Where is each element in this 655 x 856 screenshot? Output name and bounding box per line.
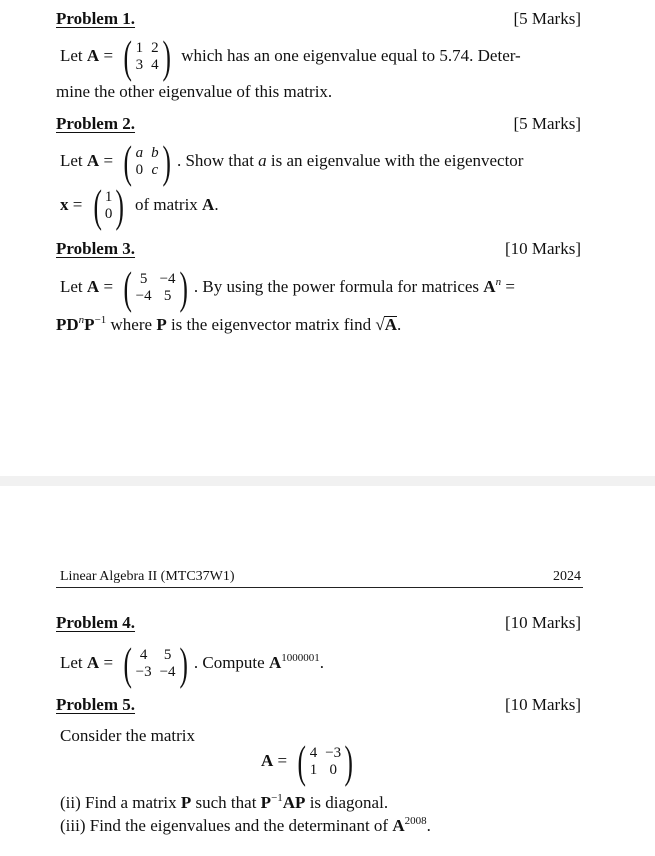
problem-5-intro: Consider the matrix [60, 726, 196, 745]
problem-4-title: Problem 4. [56, 613, 136, 632]
matrix-2: ( a b 0 c ) [123, 136, 171, 187]
problem-4-marks: [10 Marks] [504, 613, 581, 632]
problem-4-statement: Let A = ( 4 5 −3 −4 ) . Compute $A^{1000001}$. [60, 638, 324, 689]
problem-2-vector-line: x = ( 1 0 ) of matrix A. [60, 180, 219, 231]
problem-2-title: Problem 2. [56, 114, 136, 133]
problem-3-continuation: $PD^nP^{-1}$ where P is the eigenvector matrix find √A. [56, 314, 402, 334]
header-year: 2024 [553, 569, 581, 584]
problem-5-part-iii: (iii) Find the eigenvalues and the determinant of $A^{2008}$. [60, 815, 431, 835]
page-separator [0, 476, 655, 486]
page-bottom [0, 486, 655, 856]
problem-5-part-ii: (ii) Find a matrix P such that $P^{-1}AP$ is diagonal. [60, 792, 389, 812]
matrix-1: ( 1 2 3 4 ) [123, 31, 171, 82]
header-rule [56, 587, 583, 588]
problem-2-statement: Let A = ( a b 0 c ) . Show that a is an eigenvalue with the eigenvector [60, 136, 524, 187]
matrix-4: ( 4 5 −3 −4 ) [123, 638, 188, 689]
problem-3-marks: [10 Marks] [504, 239, 581, 258]
problem-1-title: Problem 1. [56, 9, 136, 28]
problem-1-statement: Let A = ( 1 2 3 4 ) which has an one eigenvalue equal to 5.74. Deter- [60, 31, 521, 82]
problem-1-marks: [5 Marks] [513, 9, 581, 28]
problem-3-title: Problem 3. [56, 239, 136, 258]
problem-3-statement: Let A = ( 5 −4 −4 5 ) . By using the power formula for matrices $A^n$ = [60, 262, 515, 313]
problem-2-marks: [5 Marks] [513, 114, 581, 133]
matrix-5: ( 4 −3 1 0 ) [297, 736, 354, 787]
problem-5-marks: [10 Marks] [504, 695, 581, 714]
problem-5-matrix-display: A = ( 4 −3 1 0 ) [261, 742, 360, 782]
vector-x: ( 1 0 ) [93, 180, 125, 231]
header-course: Linear Algebra II (MTC37W1) [60, 569, 235, 584]
problem-1-continuation: mine the other eigenvalue of this matrix. [56, 82, 333, 101]
problem-5-title: Problem 5. [56, 695, 136, 714]
matrix-3: ( 5 −4 −4 5 ) [123, 262, 188, 313]
